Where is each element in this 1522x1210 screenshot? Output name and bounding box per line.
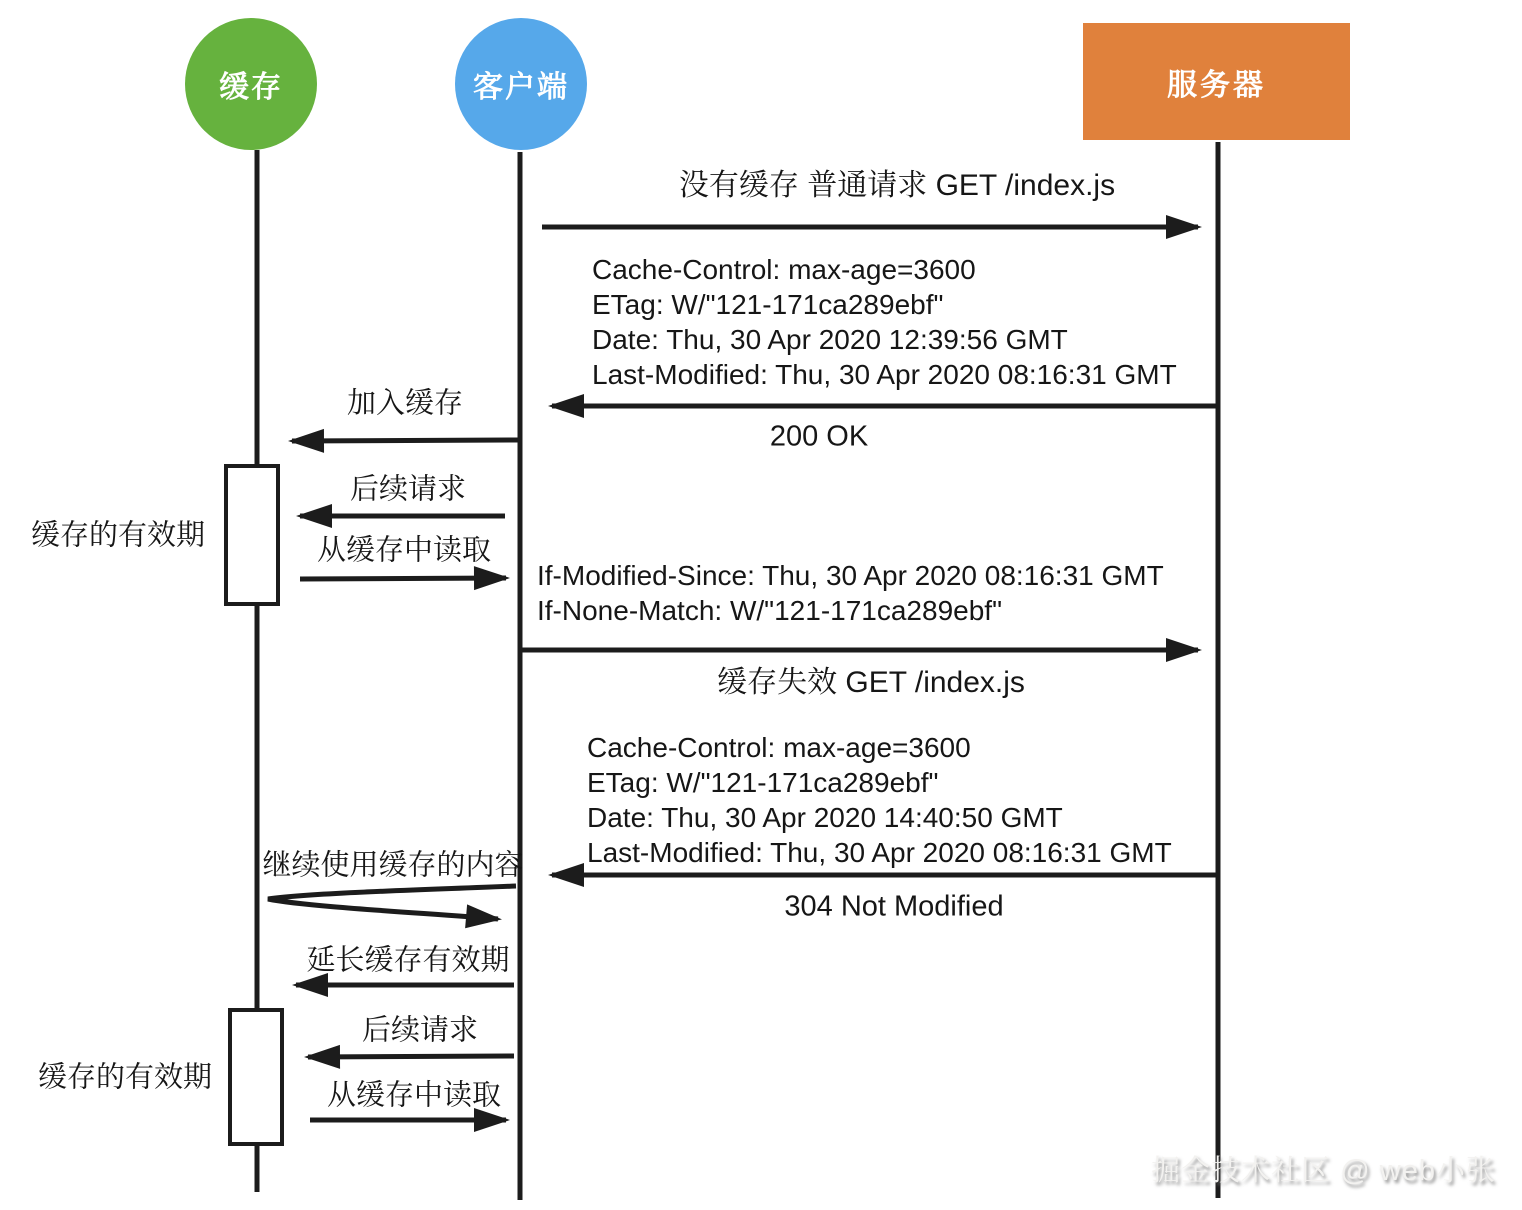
label-cache-validity-1: 缓存的有效期 [30,519,206,552]
conditional-request-headers [537,558,1164,628]
actor-cache-label: 缓存 [219,71,283,104]
label-status-200: 200 OK [769,420,869,453]
header-line: Last-Modified: Thu, 30 Apr 2020 08:16:31 GMT [592,359,1177,390]
arrow-add-to-cache [292,440,518,441]
activation-box-cache-validity-1 [226,466,278,604]
activation-box-cache-validity-2 [230,1010,282,1144]
label-status-304: 304 Not Modified [784,890,1004,923]
header-line: Date: Thu, 30 Apr 2020 12:39:56 GMT [592,324,1068,355]
label-subsequent-request-1: 后续请求 [349,473,467,506]
response-headers-1 [592,252,1177,392]
header-line: Date: Thu, 30 Apr 2020 14:40:50 GMT [587,802,1063,833]
arrow-continue-use-cache [268,886,516,919]
header-line: Cache-Control: max-age=3600 [592,254,976,285]
header-line: Last-Modified: Thu, 30 Apr 2020 08:16:31 GMT [587,837,1172,868]
actor-client [455,18,587,150]
label-request-no-cache: 没有缓存 普通请求 GET /index.js [678,168,1116,202]
actor-server-label: 服务器 [1167,68,1266,102]
label-cache-invalid-request: 缓存失效 GET /index.js [717,665,1025,699]
actor-cache [185,18,317,150]
arrow-subsequent-request-2 [308,1056,514,1057]
header-line: ETag: W/"121-171ca289ebf" [592,289,944,320]
label-add-to-cache: 加入缓存 [346,387,464,420]
label-continue-use-cache: 继续使用缓存的内容 [262,849,524,882]
header-line: If-Modified-Since: Thu, 30 Apr 2020 08:16:31 GMT [537,560,1164,591]
label-read-from-cache-1: 从缓存中读取 [316,534,492,567]
actor-server [1083,23,1350,140]
response-headers-2 [587,730,1172,870]
header-line: ETag: W/"121-171ca289ebf" [587,767,939,798]
actor-client-label: 客户端 [473,71,569,104]
header-line: If-None-Match: W/"121-171ca289ebf" [537,595,1003,626]
arrow-read-from-cache-1 [300,578,506,579]
watermark: 掘金技术社区 @ web小张 [1151,1155,1496,1187]
header-line: Cache-Control: max-age=3600 [587,732,971,763]
label-extend-validity: 延长缓存有效期 [306,944,510,977]
label-read-from-cache-2: 从缓存中读取 [326,1079,502,1112]
label-subsequent-request-2: 后续请求 [361,1014,479,1047]
label-cache-validity-2: 缓存的有效期 [37,1061,213,1094]
